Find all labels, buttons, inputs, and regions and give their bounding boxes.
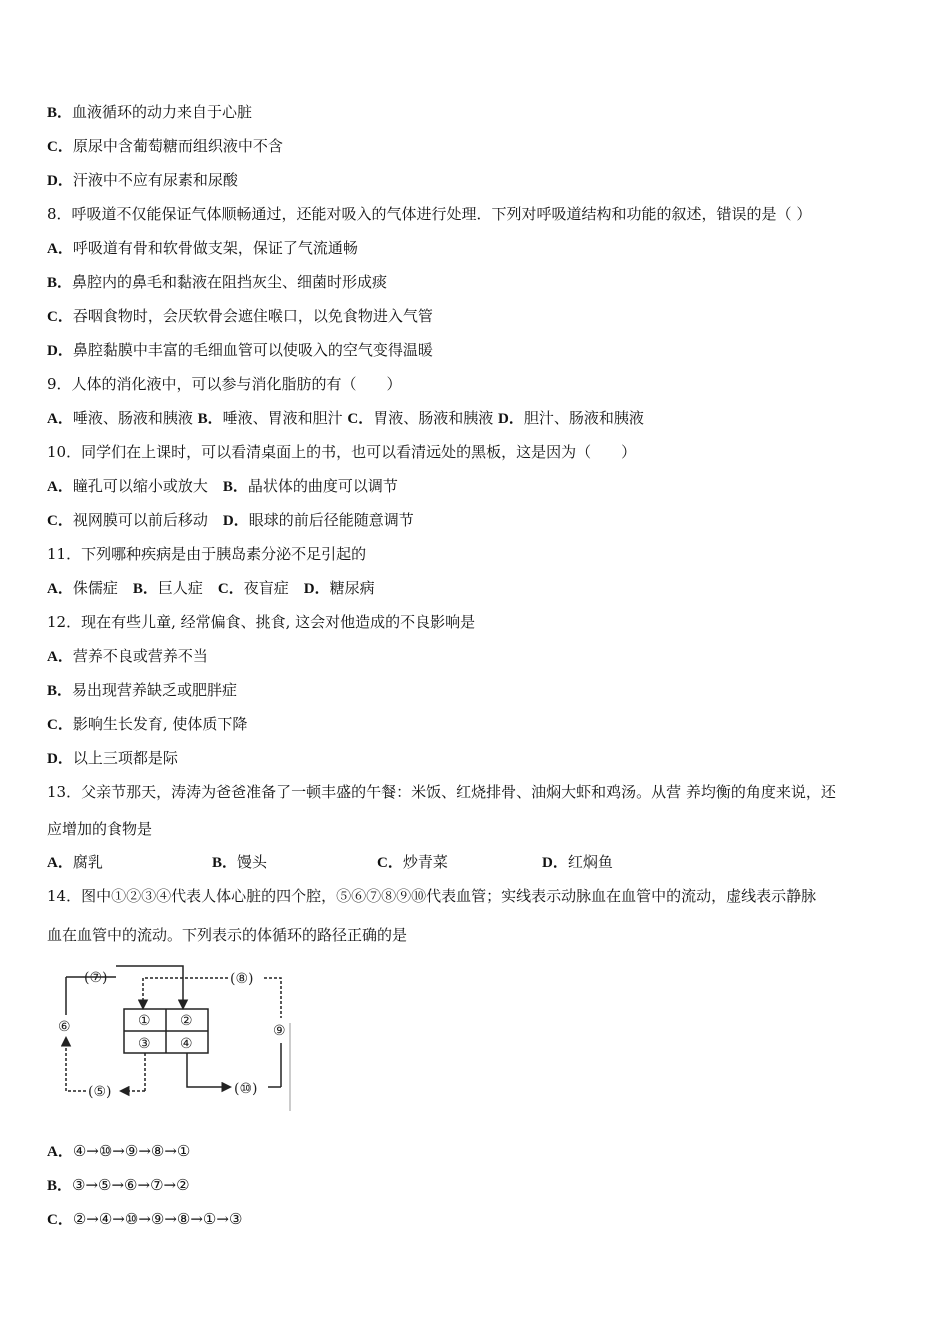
q8-stem: 8．呼吸道不仅能保证气体顺畅通过，还能对吸入的气体进行处理．下列对呼吸道结构和功能的叙述，错误的是（ ） bbox=[47, 205, 812, 223]
option-text: 糖尿病 bbox=[329, 579, 375, 597]
vessel-9-label: ⑨ bbox=[273, 1023, 286, 1039]
option-text: 影响生长发育, 使体质下降 bbox=[72, 715, 248, 733]
option-letter: B． bbox=[212, 855, 238, 871]
option-text: 唾液、胃液和胆汁 bbox=[222, 409, 348, 427]
option-letter: C． bbox=[47, 139, 73, 155]
option-text: 晶状体的曲度可以调节 bbox=[247, 477, 398, 495]
option-text: 视网膜可以前后移动 bbox=[72, 511, 223, 529]
option-letter: C． bbox=[47, 309, 73, 325]
q12-option-d bbox=[47, 748, 178, 769]
option-text: 吞咽食物时，会厌软骨会遮住喉口，以免食物进入气管 bbox=[72, 307, 433, 325]
q7-option-c bbox=[47, 136, 283, 157]
q12-option-c bbox=[47, 714, 247, 735]
option-letter: D． bbox=[498, 411, 524, 427]
option-letter: B． bbox=[222, 479, 248, 495]
option-letter: D． bbox=[303, 581, 330, 597]
vessel-7-label: (⑦) bbox=[84, 970, 108, 986]
option-letter: A． bbox=[47, 649, 73, 665]
q12-stem: 12．现在有些儿童, 经常偏食、挑食, 这会对他造成的不良影响是 bbox=[47, 613, 476, 631]
option-text: 侏儒症 bbox=[72, 579, 133, 597]
q14-stem-line1: 14．图中①②③④代表人体心脏的四个腔，⑤⑥⑦⑧⑨⑩代表血管；实线表示动脉血在血管中的流动，虚线表示静脉 bbox=[47, 887, 817, 905]
option-letter: D． bbox=[222, 513, 249, 529]
q13-stem-line2: 应增加的食物是 bbox=[47, 820, 153, 838]
option-letter: C． bbox=[377, 855, 403, 871]
option-letter: D． bbox=[47, 343, 73, 359]
q13-stem-line1: 13．父亲节那天，涛涛为爸爸准备了一顿丰盛的午餐：米饭、红烧排骨、油焖大虾和鸡汤。从营 养均衡的角度来说，还 bbox=[47, 783, 836, 801]
option-letter: B． bbox=[197, 411, 223, 427]
q8-option-d bbox=[47, 340, 433, 361]
q14-option-b bbox=[47, 1175, 190, 1196]
option-text: 炒青菜 bbox=[402, 853, 448, 871]
option-text: 胆汁、肠液和胰液 bbox=[523, 409, 644, 427]
option-letter: C． bbox=[347, 411, 374, 427]
option-letter: A． bbox=[47, 411, 73, 427]
option-letter: D． bbox=[47, 173, 73, 189]
vessel-10-line bbox=[187, 1053, 229, 1087]
option-text: 巨人症 bbox=[157, 579, 218, 597]
option-letter: B． bbox=[47, 105, 73, 121]
option-text: 胃液、肠液和胰液 bbox=[373, 409, 499, 427]
heart-circulation-diagram bbox=[46, 963, 296, 1113]
q7-option-b bbox=[47, 102, 252, 123]
option-letter: B． bbox=[47, 275, 73, 291]
option-text: 馒头 bbox=[237, 853, 268, 871]
option-text: 营养不良或营养不当 bbox=[72, 647, 208, 665]
q13-option-b bbox=[212, 852, 377, 873]
q8-option-b bbox=[47, 272, 387, 293]
option-letter: A． bbox=[47, 855, 73, 871]
option-letter: C． bbox=[47, 513, 73, 529]
q7-option-d bbox=[47, 170, 238, 191]
option-text: 鼻腔黏膜中丰富的毛细血管可以使吸入的空气变得温暖 bbox=[72, 341, 433, 359]
q11-options bbox=[47, 578, 375, 599]
option-text: ④→⑩→⑨→⑧→① bbox=[72, 1142, 191, 1160]
q14-stem-line2: 血在血管中的流动。下列表示的体循环的路径正确的是 bbox=[47, 926, 408, 944]
chamber-4-label: ④ bbox=[180, 1036, 193, 1052]
option-letter: C． bbox=[47, 717, 73, 733]
chamber-3-label: ③ bbox=[138, 1036, 151, 1052]
option-text: 汗液中不应有尿素和尿酸 bbox=[72, 171, 238, 189]
chamber-1-label: ① bbox=[138, 1013, 151, 1029]
option-text: 唾液、肠液和胰液 bbox=[72, 409, 198, 427]
option-letter: A． bbox=[47, 241, 73, 257]
option-text: ③→⑤→⑥→⑦→② bbox=[72, 1176, 190, 1194]
option-text: 红焖鱼 bbox=[567, 853, 613, 871]
q12-option-b bbox=[47, 680, 237, 701]
option-text: 易出现营养缺乏或肥胖症 bbox=[72, 681, 238, 699]
option-text: ②→④→⑩→⑨→⑧→①→③ bbox=[72, 1210, 243, 1228]
q14-option-a bbox=[47, 1141, 190, 1162]
option-letter: B． bbox=[132, 581, 158, 597]
q12-option-a bbox=[47, 646, 208, 667]
option-letter: D． bbox=[47, 751, 73, 767]
q13-options bbox=[47, 852, 613, 873]
option-letter: A． bbox=[47, 581, 73, 597]
option-text: 原尿中含葡萄糖而组织液中不含 bbox=[72, 137, 283, 155]
option-text: 以上三项都是际 bbox=[72, 749, 178, 767]
q9-stem: 9．人体的消化液中，可以参与消化脂肪的有（ ） bbox=[47, 375, 402, 393]
option-letter: A． bbox=[47, 479, 73, 495]
vessel-5-label: (⑤) bbox=[88, 1084, 112, 1100]
q10-stem: 10．同学们在上课时，可以看清桌面上的书，也可以看清远处的黑板，这是因为（ ） bbox=[47, 443, 637, 461]
option-text: 血液循环的动力来自于心脏 bbox=[72, 103, 253, 121]
option-text: 夜盲症 bbox=[243, 579, 304, 597]
vessel-6-label: ⑥ bbox=[58, 1019, 71, 1035]
q10-options-row2 bbox=[47, 510, 414, 531]
option-letter: A． bbox=[47, 1144, 73, 1160]
q13-option-a bbox=[47, 852, 212, 873]
option-text: 腐乳 bbox=[72, 853, 103, 871]
option-letter: B． bbox=[47, 683, 73, 699]
option-letter: C． bbox=[47, 1212, 73, 1228]
option-text: 眼球的前后径能随意调节 bbox=[248, 511, 414, 529]
option-letter: B． bbox=[47, 1178, 73, 1194]
option-text: 鼻腔内的鼻毛和黏液在阻挡灰尘、细菌时形成痰 bbox=[72, 273, 388, 291]
q11-stem: 11．下列哪种疾病是由于胰岛素分泌不足引起的 bbox=[47, 545, 367, 563]
q8-option-c bbox=[47, 306, 433, 327]
option-letter: C． bbox=[217, 581, 244, 597]
q8-option-a bbox=[47, 238, 358, 259]
q13-option-d bbox=[542, 852, 613, 873]
vessel-8-to-chamber-1 bbox=[143, 978, 228, 1007]
q9-options bbox=[47, 408, 644, 429]
vessel-to-chamber-2 bbox=[116, 966, 183, 1007]
option-letter: D． bbox=[542, 855, 568, 871]
vessel-8-label: (⑧) bbox=[230, 971, 254, 987]
q13-option-c bbox=[377, 852, 542, 873]
vessel-10-label: (⑩) bbox=[234, 1081, 258, 1097]
option-text: 瞳孔可以缩小或放大 bbox=[72, 477, 223, 495]
q14-option-c bbox=[47, 1209, 242, 1230]
option-text: 呼吸道有骨和软骨做支架，保证了气流通畅 bbox=[72, 239, 358, 257]
chamber-2-label: ② bbox=[180, 1013, 193, 1029]
q10-options-row1 bbox=[47, 476, 398, 497]
vessel-8-right bbox=[264, 978, 281, 1018]
